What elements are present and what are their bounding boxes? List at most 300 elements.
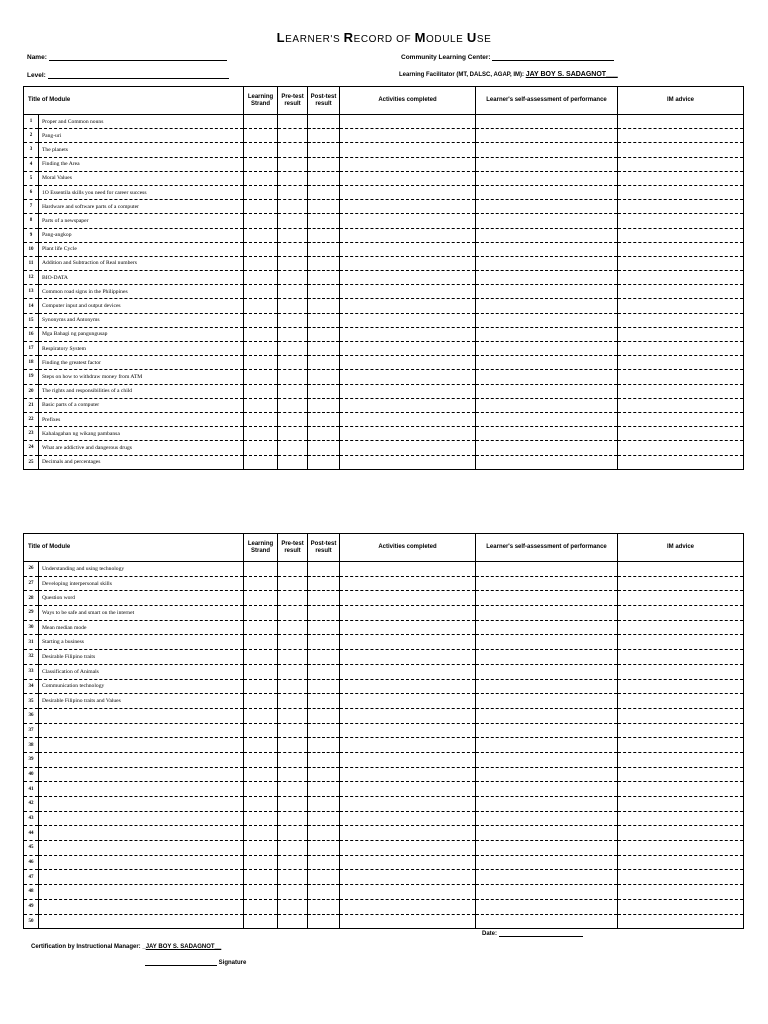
post-cell[interactable] [308, 885, 340, 900]
self-cell[interactable] [476, 157, 618, 171]
post-cell[interactable] [308, 356, 340, 370]
pre-cell[interactable] [278, 299, 308, 313]
pre-cell[interactable] [278, 679, 308, 694]
im-cell[interactable] [618, 356, 744, 370]
post-cell[interactable] [308, 157, 340, 171]
activities-cell[interactable] [340, 694, 476, 709]
self-cell[interactable] [476, 752, 618, 767]
strand-cell[interactable] [244, 327, 278, 341]
module-title-cell[interactable]: Proper and Common nouns [39, 115, 244, 129]
module-title-cell[interactable]: Common road signs in the Philippines [39, 285, 244, 299]
strand-cell[interactable] [244, 356, 278, 370]
module-title-cell[interactable] [39, 826, 244, 841]
module-title-cell[interactable]: Classification of Animals [39, 664, 244, 679]
post-cell[interactable] [308, 271, 340, 285]
self-cell[interactable] [476, 591, 618, 606]
self-cell[interactable] [476, 914, 618, 929]
self-cell[interactable] [476, 271, 618, 285]
im-cell[interactable] [618, 129, 744, 143]
strand-cell[interactable] [244, 723, 278, 738]
strand-cell[interactable] [244, 885, 278, 900]
im-cell[interactable] [618, 576, 744, 591]
module-title-cell[interactable]: Respiratory System [39, 342, 244, 356]
module-title-cell[interactable] [39, 870, 244, 885]
strand-cell[interactable] [244, 782, 278, 797]
module-title-cell[interactable]: BIO-DATA [39, 271, 244, 285]
module-title-cell[interactable]: Pang-uri [39, 129, 244, 143]
activities-cell[interactable] [340, 562, 476, 577]
module-title-cell[interactable]: Mean median mode [39, 620, 244, 635]
im-cell[interactable] [618, 441, 744, 455]
pre-cell[interactable] [278, 327, 308, 341]
im-cell[interactable] [618, 242, 744, 256]
strand-cell[interactable] [244, 620, 278, 635]
post-cell[interactable] [308, 171, 340, 185]
module-title-cell[interactable]: Moral Values [39, 171, 244, 185]
im-cell[interactable] [618, 370, 744, 384]
module-title-cell[interactable] [39, 782, 244, 797]
module-title-cell[interactable]: Parts of a newspaper [39, 214, 244, 228]
pre-cell[interactable] [278, 242, 308, 256]
self-cell[interactable] [476, 214, 618, 228]
activities-cell[interactable] [340, 242, 476, 256]
module-title-cell[interactable] [39, 899, 244, 914]
module-title-cell[interactable]: Finding the Area [39, 157, 244, 171]
signature-field[interactable] [145, 959, 246, 966]
self-cell[interactable] [476, 427, 618, 441]
activities-cell[interactable] [340, 185, 476, 199]
strand-cell[interactable] [244, 299, 278, 313]
module-title-cell[interactable] [39, 723, 244, 738]
module-title-cell[interactable]: Computer input and output devices [39, 299, 244, 313]
module-title-cell[interactable]: Finding the greatest factor [39, 356, 244, 370]
post-cell[interactable] [308, 767, 340, 782]
pre-cell[interactable] [278, 914, 308, 929]
pre-cell[interactable] [278, 441, 308, 455]
pre-cell[interactable] [278, 342, 308, 356]
im-cell[interactable] [618, 285, 744, 299]
clc-field[interactable] [401, 53, 614, 61]
im-cell[interactable] [618, 767, 744, 782]
post-cell[interactable] [308, 562, 340, 577]
pre-cell[interactable] [278, 200, 308, 214]
strand-cell[interactable] [244, 650, 278, 665]
pre-cell[interactable] [278, 214, 308, 228]
pre-cell[interactable] [278, 841, 308, 856]
activities-cell[interactable] [340, 885, 476, 900]
strand-cell[interactable] [244, 855, 278, 870]
module-title-cell[interactable]: Ways to be safe and smart on the internet [39, 606, 244, 621]
facilitator-field[interactable] [399, 71, 618, 78]
pre-cell[interactable] [278, 811, 308, 826]
self-cell[interactable] [476, 242, 618, 256]
im-cell[interactable] [618, 708, 744, 723]
activities-cell[interactable] [340, 370, 476, 384]
pre-cell[interactable] [278, 271, 308, 285]
module-title-cell[interactable] [39, 885, 244, 900]
strand-cell[interactable] [244, 271, 278, 285]
pre-cell[interactable] [278, 356, 308, 370]
self-cell[interactable] [476, 635, 618, 650]
im-cell[interactable] [618, 171, 744, 185]
im-cell[interactable] [618, 271, 744, 285]
strand-cell[interactable] [244, 143, 278, 157]
strand-cell[interactable] [244, 576, 278, 591]
activities-cell[interactable] [340, 855, 476, 870]
post-cell[interactable] [308, 870, 340, 885]
pre-cell[interactable] [278, 256, 308, 270]
activities-cell[interactable] [340, 767, 476, 782]
self-cell[interactable] [476, 285, 618, 299]
self-cell[interactable] [476, 650, 618, 665]
strand-cell[interactable] [244, 398, 278, 412]
self-cell[interactable] [476, 606, 618, 621]
pre-cell[interactable] [278, 650, 308, 665]
im-cell[interactable] [618, 313, 744, 327]
pre-cell[interactable] [278, 115, 308, 129]
self-cell[interactable] [476, 412, 618, 426]
post-cell[interactable] [308, 899, 340, 914]
module-title-cell[interactable]: Synonyms and Antonyms [39, 313, 244, 327]
im-cell[interactable] [618, 562, 744, 577]
strand-cell[interactable] [244, 679, 278, 694]
strand-cell[interactable] [244, 370, 278, 384]
pre-cell[interactable] [278, 752, 308, 767]
self-cell[interactable] [476, 797, 618, 812]
module-title-cell[interactable] [39, 797, 244, 812]
post-cell[interactable] [308, 650, 340, 665]
pre-cell[interactable] [278, 664, 308, 679]
im-cell[interactable] [618, 384, 744, 398]
self-cell[interactable] [476, 576, 618, 591]
activities-cell[interactable] [340, 115, 476, 129]
strand-cell[interactable] [244, 811, 278, 826]
strand-cell[interactable] [244, 313, 278, 327]
post-cell[interactable] [308, 327, 340, 341]
activities-cell[interactable] [340, 171, 476, 185]
activities-cell[interactable] [340, 576, 476, 591]
post-cell[interactable] [308, 708, 340, 723]
activities-cell[interactable] [340, 455, 476, 469]
pre-cell[interactable] [278, 398, 308, 412]
module-title-cell[interactable]: What are addictive and dangerous drugs [39, 441, 244, 455]
strand-cell[interactable] [244, 899, 278, 914]
self-cell[interactable] [476, 767, 618, 782]
strand-cell[interactable] [244, 635, 278, 650]
activities-cell[interactable] [340, 256, 476, 270]
pre-cell[interactable] [278, 606, 308, 621]
activities-cell[interactable] [340, 782, 476, 797]
post-cell[interactable] [308, 129, 340, 143]
self-cell[interactable] [476, 299, 618, 313]
strand-cell[interactable] [244, 767, 278, 782]
pre-cell[interactable] [278, 635, 308, 650]
post-cell[interactable] [308, 841, 340, 856]
post-cell[interactable] [308, 738, 340, 753]
strand-cell[interactable] [244, 384, 278, 398]
self-cell[interactable] [476, 185, 618, 199]
module-title-cell[interactable] [39, 738, 244, 753]
strand-cell[interactable] [244, 185, 278, 199]
self-cell[interactable] [476, 708, 618, 723]
activities-cell[interactable] [340, 620, 476, 635]
strand-cell[interactable] [244, 285, 278, 299]
activities-cell[interactable] [340, 342, 476, 356]
activities-cell[interactable] [340, 708, 476, 723]
strand-cell[interactable] [244, 708, 278, 723]
im-cell[interactable] [618, 620, 744, 635]
im-cell[interactable] [618, 115, 744, 129]
im-cell[interactable] [618, 914, 744, 929]
module-title-cell[interactable] [39, 752, 244, 767]
pre-cell[interactable] [278, 171, 308, 185]
activities-cell[interactable] [340, 228, 476, 242]
post-cell[interactable] [308, 285, 340, 299]
strand-cell[interactable] [244, 914, 278, 929]
module-title-cell[interactable]: Starting a business [39, 635, 244, 650]
pre-cell[interactable] [278, 384, 308, 398]
post-cell[interactable] [308, 679, 340, 694]
activities-cell[interactable] [340, 899, 476, 914]
module-title-cell[interactable] [39, 841, 244, 856]
pre-cell[interactable] [278, 620, 308, 635]
post-cell[interactable] [308, 811, 340, 826]
pre-cell[interactable] [278, 885, 308, 900]
post-cell[interactable] [308, 723, 340, 738]
self-cell[interactable] [476, 782, 618, 797]
module-title-cell[interactable] [39, 708, 244, 723]
self-cell[interactable] [476, 855, 618, 870]
activities-cell[interactable] [340, 650, 476, 665]
im-cell[interactable] [618, 679, 744, 694]
post-cell[interactable] [308, 214, 340, 228]
module-title-cell[interactable]: The rights and responsibilities of a child [39, 384, 244, 398]
activities-cell[interactable] [340, 313, 476, 327]
im-cell[interactable] [618, 299, 744, 313]
activities-cell[interactable] [340, 752, 476, 767]
pre-cell[interactable] [278, 767, 308, 782]
module-title-cell[interactable]: Developing interpersonal skills [39, 576, 244, 591]
module-title-cell[interactable]: Prefixes [39, 412, 244, 426]
pre-cell[interactable] [278, 708, 308, 723]
module-title-cell[interactable]: Desirable Filipino traits [39, 650, 244, 665]
im-cell[interactable] [618, 797, 744, 812]
post-cell[interactable] [308, 398, 340, 412]
self-cell[interactable] [476, 342, 618, 356]
post-cell[interactable] [308, 635, 340, 650]
activities-cell[interactable] [340, 797, 476, 812]
activities-cell[interactable] [340, 441, 476, 455]
self-cell[interactable] [476, 398, 618, 412]
module-title-cell[interactable] [39, 914, 244, 929]
activities-cell[interactable] [340, 591, 476, 606]
activities-cell[interactable] [340, 723, 476, 738]
im-cell[interactable] [618, 455, 744, 469]
pre-cell[interactable] [278, 370, 308, 384]
self-cell[interactable] [476, 811, 618, 826]
activities-cell[interactable] [340, 299, 476, 313]
module-title-cell[interactable] [39, 811, 244, 826]
strand-cell[interactable] [244, 826, 278, 841]
pre-cell[interactable] [278, 723, 308, 738]
im-cell[interactable] [618, 606, 744, 621]
pre-cell[interactable] [278, 129, 308, 143]
post-cell[interactable] [308, 200, 340, 214]
im-cell[interactable] [618, 855, 744, 870]
im-cell[interactable] [618, 664, 744, 679]
strand-cell[interactable] [244, 157, 278, 171]
im-cell[interactable] [618, 650, 744, 665]
im-cell[interactable] [618, 635, 744, 650]
im-cell[interactable] [618, 228, 744, 242]
post-cell[interactable] [308, 826, 340, 841]
strand-cell[interactable] [244, 228, 278, 242]
post-cell[interactable] [308, 313, 340, 327]
module-title-cell[interactable]: Pang-angkop [39, 228, 244, 242]
date-field[interactable] [482, 930, 583, 937]
self-cell[interactable] [476, 455, 618, 469]
activities-cell[interactable] [340, 271, 476, 285]
strand-cell[interactable] [244, 738, 278, 753]
self-cell[interactable] [476, 171, 618, 185]
module-title-cell[interactable]: Basic parts of a computer [39, 398, 244, 412]
activities-cell[interactable] [340, 427, 476, 441]
module-title-cell[interactable]: Decimals and percentages [39, 455, 244, 469]
im-cell[interactable] [618, 398, 744, 412]
post-cell[interactable] [308, 299, 340, 313]
self-cell[interactable] [476, 826, 618, 841]
activities-cell[interactable] [340, 285, 476, 299]
activities-cell[interactable] [340, 143, 476, 157]
self-cell[interactable] [476, 256, 618, 270]
im-cell[interactable] [618, 327, 744, 341]
post-cell[interactable] [308, 591, 340, 606]
module-title-cell[interactable]: Desirable Filipino traits and Values [39, 694, 244, 709]
self-cell[interactable] [476, 115, 618, 129]
self-cell[interactable] [476, 370, 618, 384]
pre-cell[interactable] [278, 285, 308, 299]
module-title-cell[interactable]: Mga Bahagi ng pangungusap [39, 327, 244, 341]
activities-cell[interactable] [340, 606, 476, 621]
post-cell[interactable] [308, 797, 340, 812]
im-cell[interactable] [618, 826, 744, 841]
im-cell[interactable] [618, 752, 744, 767]
post-cell[interactable] [308, 115, 340, 129]
im-cell[interactable] [618, 214, 744, 228]
activities-cell[interactable] [340, 826, 476, 841]
self-cell[interactable] [476, 384, 618, 398]
self-cell[interactable] [476, 441, 618, 455]
post-cell[interactable] [308, 228, 340, 242]
self-cell[interactable] [476, 143, 618, 157]
self-cell[interactable] [476, 679, 618, 694]
im-cell[interactable] [618, 200, 744, 214]
strand-cell[interactable] [244, 694, 278, 709]
activities-cell[interactable] [340, 129, 476, 143]
post-cell[interactable] [308, 370, 340, 384]
activities-cell[interactable] [340, 327, 476, 341]
module-title-cell[interactable]: The planets [39, 143, 244, 157]
post-cell[interactable] [308, 914, 340, 929]
activities-cell[interactable] [340, 356, 476, 370]
pre-cell[interactable] [278, 412, 308, 426]
activities-cell[interactable] [340, 738, 476, 753]
self-cell[interactable] [476, 620, 618, 635]
strand-cell[interactable] [244, 752, 278, 767]
strand-cell[interactable] [244, 242, 278, 256]
im-cell[interactable] [618, 841, 744, 856]
im-cell[interactable] [618, 342, 744, 356]
strand-cell[interactable] [244, 129, 278, 143]
strand-cell[interactable] [244, 562, 278, 577]
self-cell[interactable] [476, 327, 618, 341]
pre-cell[interactable] [278, 576, 308, 591]
strand-cell[interactable] [244, 427, 278, 441]
self-cell[interactable] [476, 738, 618, 753]
post-cell[interactable] [308, 427, 340, 441]
pre-cell[interactable] [278, 855, 308, 870]
self-cell[interactable] [476, 664, 618, 679]
post-cell[interactable] [308, 752, 340, 767]
strand-cell[interactable] [244, 412, 278, 426]
post-cell[interactable] [308, 782, 340, 797]
post-cell[interactable] [308, 855, 340, 870]
post-cell[interactable] [308, 664, 340, 679]
strand-cell[interactable] [244, 591, 278, 606]
im-cell[interactable] [618, 899, 744, 914]
pre-cell[interactable] [278, 797, 308, 812]
self-cell[interactable] [476, 228, 618, 242]
im-cell[interactable] [618, 885, 744, 900]
module-title-cell[interactable]: 1O Essentila skills you need for career success [39, 185, 244, 199]
post-cell[interactable] [308, 441, 340, 455]
post-cell[interactable] [308, 412, 340, 426]
strand-cell[interactable] [244, 200, 278, 214]
activities-cell[interactable] [340, 664, 476, 679]
module-title-cell[interactable]: Addition and Subtraction of Real numbers [39, 256, 244, 270]
activities-cell[interactable] [340, 398, 476, 412]
post-cell[interactable] [308, 143, 340, 157]
self-cell[interactable] [476, 356, 618, 370]
self-cell[interactable] [476, 870, 618, 885]
self-cell[interactable] [476, 129, 618, 143]
pre-cell[interactable] [278, 427, 308, 441]
im-cell[interactable] [618, 870, 744, 885]
self-cell[interactable] [476, 723, 618, 738]
post-cell[interactable] [308, 606, 340, 621]
pre-cell[interactable] [278, 826, 308, 841]
strand-cell[interactable] [244, 797, 278, 812]
pre-cell[interactable] [278, 694, 308, 709]
strand-cell[interactable] [244, 664, 278, 679]
module-title-cell[interactable]: Understanding and using technology [39, 562, 244, 577]
strand-cell[interactable] [244, 256, 278, 270]
pre-cell[interactable] [278, 738, 308, 753]
pre-cell[interactable] [278, 591, 308, 606]
post-cell[interactable] [308, 455, 340, 469]
module-title-cell[interactable]: Communication technology [39, 679, 244, 694]
activities-cell[interactable] [340, 914, 476, 929]
pre-cell[interactable] [278, 562, 308, 577]
pre-cell[interactable] [278, 899, 308, 914]
im-cell[interactable] [618, 811, 744, 826]
pre-cell[interactable] [278, 157, 308, 171]
post-cell[interactable] [308, 185, 340, 199]
module-title-cell[interactable] [39, 767, 244, 782]
self-cell[interactable] [476, 694, 618, 709]
activities-cell[interactable] [340, 157, 476, 171]
activities-cell[interactable] [340, 200, 476, 214]
